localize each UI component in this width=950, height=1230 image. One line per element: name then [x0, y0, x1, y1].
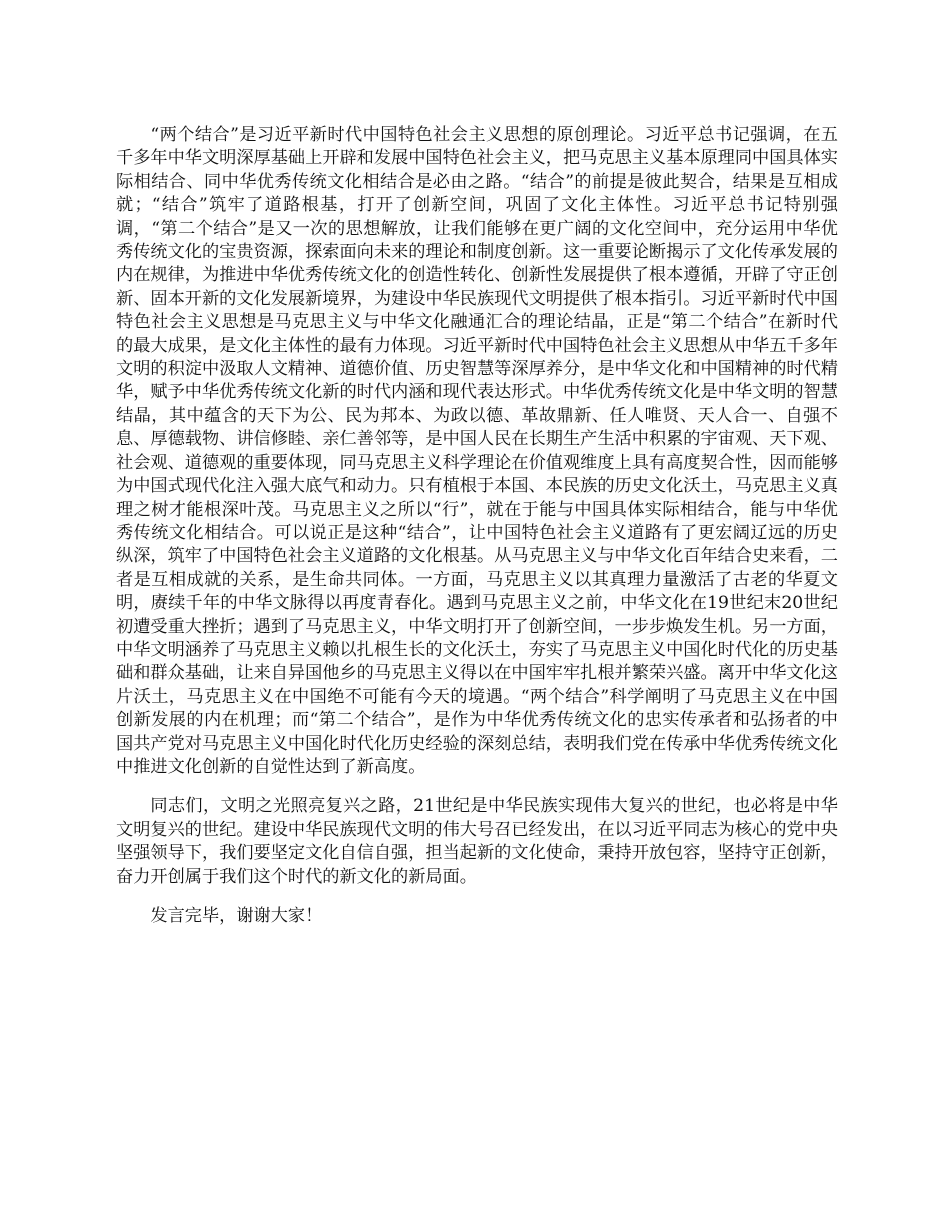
paragraph-comrades: 同志们，文明之光照亮复兴之路，21世纪是中华民族实现伟大复兴的世纪，也必将是中华文明复兴的世纪。建设中华民族现代文明的伟大号召已经发出，在以习近平同志为核心的党中央坚强领导下，我们要坚定文化自信自强，担当起新的文化使命，秉持开放包容，坚持守正创新，奋力开创属于我们这个时代的新文化的新局面。 [116, 796, 838, 887]
document-page [116, 124, 838, 944]
paragraph-two-combinations: “两个结合”是习近平新时代中国特色社会主义思想的原创理论。习近平总书记强调，在五千多年中华文明深厚基础上开辟和发展中国特色社会主义，把马克思主义基本原理同中国具体实际相结合、同中华优秀传统文化相结合是必由之路。“结合”的前提是彼此契合，结果是互相成就；“结合”筑牢了道路根基，打开了创新空间，巩固了文化主体性。习近平总书记特别强调，“第二个结合”是又一次的思想解放，让我们能够在更广阔的文化空间中，充分运用中华优秀传统文化的宝贵资源，探索面向未来的理论和制度创新。这一重要论断揭示了文化传承发展的内在规律，为推进中华优秀传统文化的创造性转化、创新性发展提供了根本遵循，开辟了守正创新、固本开新的文化发展新境界，为建设中华民族现代文明提供了根本指引。习近平新时代中国特色社会主义思想是马克思主义与中华文化融通汇合的理论结晶，正是“第二个结合”在新时代的最大成果，是文化主体性的最有力体现。习近平新时代中国特色社会主义思想从中华五千多年文明的积淀中汲取人文精神、道德价值、历史智慧等深厚养分，是中华文化和中国精神的时代精华，赋予中华优秀传统文化新的时代内涵和现代表达形式。中华优秀传统文化是中华文明的智慧结晶，其中蕴含的天下为公、民为邦本、为政以德、革故鼎新、任人唯贤、天人合一、自强不息、厚德载物、讲信修睦、亲仁善邻等，是中国人民在长期生产生活中积累的宇宙观、天下观、社会观、道德观的重要体现，同马克思主义科学理论在价值观维度上具有高度契合性，因而能够为中国式现代化注入强大底气和动力。只有植根于本国、本民族的历史文化沃土，马克思主义真理之树才能根深叶茂。马克思主义之所以“行”，就在于能与中国具体实际相结合，能与中华优秀传统文化相结合。可以说正是这种“结合”，让中国特色社会主义道路有了更宏阔辽远的历史纵深，筑牢了中国特色社会主义道路的文化根基。从马克思主义与中华文化百年结合史来看，二者是互相成就的关系，是生命共同体。一方面，马克思主义以其真理力量激活了古老的华夏文明，赓续千年的中华文脉得以再度青春化。遇到马克思主义之前，中华文化在19世纪末20世纪初遭受重大挫折；遇到了马克思主义，中华文明打开了创新空间，一步步焕发生机。另一方面，中华文明涵养了马克思主义赖以扎根生长的文化沃土，夯实了马克思主义中国化时代化的历史基础和群众基础，让来自异国他乡的马克思主义得以在中国牢牢扎根并繁荣兴盛。离开中华文化这片沃土，马克思主义在中国绝不可能有今天的境遇。“两个结合”科学阐明了马克思主义在中国创新发展的内在机理；而“第二个结合”，是作为中华优秀传统文化的忠实传承者和弘扬者的中国共产党对马克思主义中国化时代化历史经验的深刻总结，表明我们党在传承中华优秀传统文化中推进文化创新的自觉性达到了新高度。 [116, 125, 838, 777]
paragraph-closing: 发言完毕，谢谢大家！ [150, 906, 323, 926]
